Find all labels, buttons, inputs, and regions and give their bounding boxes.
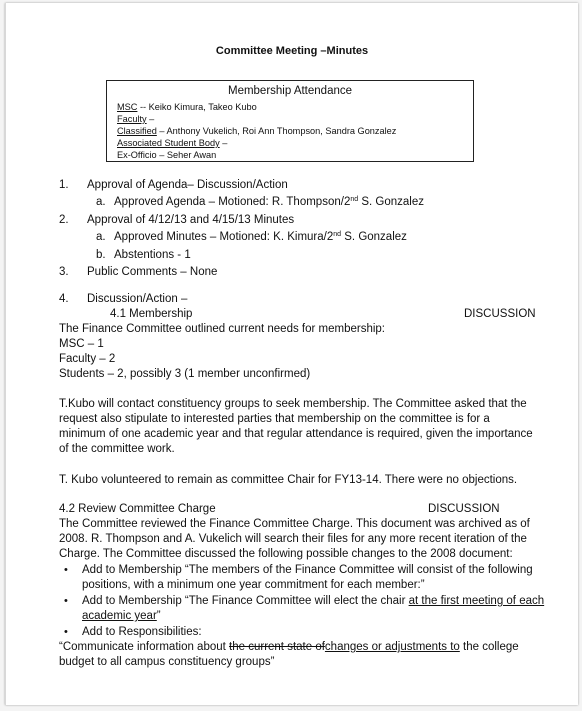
section42-heading: 4.2 Review Committee Charge [59, 503, 216, 515]
bullet-2-underlined-2: academic year [82, 610, 157, 622]
faculty-value: – [146, 114, 155, 124]
section41-line3: Faculty – 2 [59, 353, 116, 365]
item1a-post: S. Gonzalez [358, 196, 424, 208]
section42-tag: DISCUSSION [428, 503, 500, 515]
bullet-1-line2: positions, with a minimum one year commitment for each member:” [82, 579, 425, 591]
section41-line2: MSC – 1 [59, 338, 104, 350]
section42-line2: 2008. R. Thompson and A. Vukelich will search their files for any more recent iteration of the [59, 533, 527, 545]
section41-para1-line2: request also stipulate to interested parties that membership on the committee is for a [59, 413, 490, 425]
bullet-2-underlined-1: at the first meeting of each [408, 595, 545, 607]
bullet-3-text: Add to Responsibilities: [82, 626, 202, 638]
classified-value: – Anthony Vukelich, Roi Ann Thompson, Sandra Gonzalez [156, 126, 397, 136]
item2a-sup: nd [333, 231, 342, 238]
asb-value: – [219, 138, 228, 148]
quote-strikethrough: the current state of [229, 641, 325, 653]
attendance-heading: Membership Attendance [227, 85, 353, 97]
quote-underlined: changes or adjustments to [324, 641, 460, 653]
item2-number: 2. [59, 214, 69, 226]
page-title: Committee Meeting –Minutes [215, 45, 369, 57]
item2b-text: Abstentions - 1 [114, 249, 191, 261]
section41-line4: Students – 2, possibly 3 (1 member unconfirmed) [59, 368, 311, 380]
section41-para1-line4: of the committee work. [59, 443, 175, 455]
msc-value: -- Keiko Kimura, Takeo Kubo [137, 102, 257, 112]
msc-label: MSC [117, 102, 138, 112]
classified-label: Classified [117, 126, 157, 136]
item1-number: 1. [59, 179, 69, 191]
asb-label: Associated Student Body [117, 138, 220, 148]
item1a-text [114, 196, 424, 209]
section42-line1: The Committee reviewed the Finance Committee Charge. This document was archived as of [59, 518, 530, 530]
section42-line3: Charge. The Committee discussed the following possible changes to the 2008 document: [59, 548, 513, 560]
item4-text: Discussion/Action – [87, 293, 188, 305]
attendance-asb [117, 137, 227, 149]
bullet-2-pre: Add to Membership “The Finance Committee will elect the chair [82, 595, 409, 607]
attendance-exofficio: Ex-Officio – Seher Awan [117, 150, 217, 160]
bullet-2-post: ” [156, 610, 161, 622]
quote-pre: “Communicate information about [59, 641, 230, 653]
quote-post: the college [459, 641, 519, 653]
item1a-letter: a. [96, 196, 106, 208]
document-page [5, 3, 578, 705]
bullet-2-line1 [82, 595, 544, 608]
attendance-classified [117, 125, 396, 137]
bullet-2-glyph: • [64, 595, 68, 607]
bullet-3-glyph: • [64, 626, 68, 638]
section41-para1-line3: minimum of one academic year and that regular attendance is required, given the importance [59, 428, 533, 440]
section41-tag: DISCUSSION [464, 308, 536, 320]
item3-number: 3. [59, 266, 69, 278]
item2-text: Approval of 4/12/13 and 4/15/13 Minutes [87, 214, 295, 226]
faculty-label: Faculty [117, 114, 147, 124]
membership-attendance-box [106, 80, 474, 162]
section41-heading: 4.1 Membership [110, 308, 193, 320]
attendance-faculty [117, 113, 154, 125]
item1a-sup: nd [350, 196, 359, 203]
section41-para1-line1: T.Kubo will contact constituency groups to seek membership. The Committee asked that the [59, 398, 527, 410]
item2a-text [114, 231, 407, 244]
item2a-pre: Approved Minutes – Motioned: K. Kimura/2 [114, 231, 334, 243]
item1a-pre: Approved Agenda – Motioned: R. Thompson/2 [114, 196, 351, 208]
bullet-1-line1: Add to Membership “The members of the Finance Committee will consist of the following [82, 564, 533, 576]
item2a-post: S. Gonzalez [341, 231, 407, 243]
item4-number: 4. [59, 293, 69, 305]
section41-para2: T. Kubo volunteered to remain as committee Chair for FY13-14. There were no objections. [59, 474, 518, 486]
item2b-letter: b. [96, 249, 106, 261]
attendance-msc [117, 101, 257, 113]
item3-text: Public Comments – None [87, 266, 218, 278]
quote-line2: budget to all campus constituency groups” [59, 656, 275, 668]
bullet-1-glyph: • [64, 564, 68, 576]
section41-line1: The Finance Committee outlined current needs for membership: [59, 323, 385, 335]
quote-line1 [59, 641, 519, 654]
bullet-2-line2 [82, 610, 161, 623]
item2a-letter: a. [96, 231, 106, 243]
item1-text: Approval of Agenda– Discussion/Action [87, 179, 288, 191]
